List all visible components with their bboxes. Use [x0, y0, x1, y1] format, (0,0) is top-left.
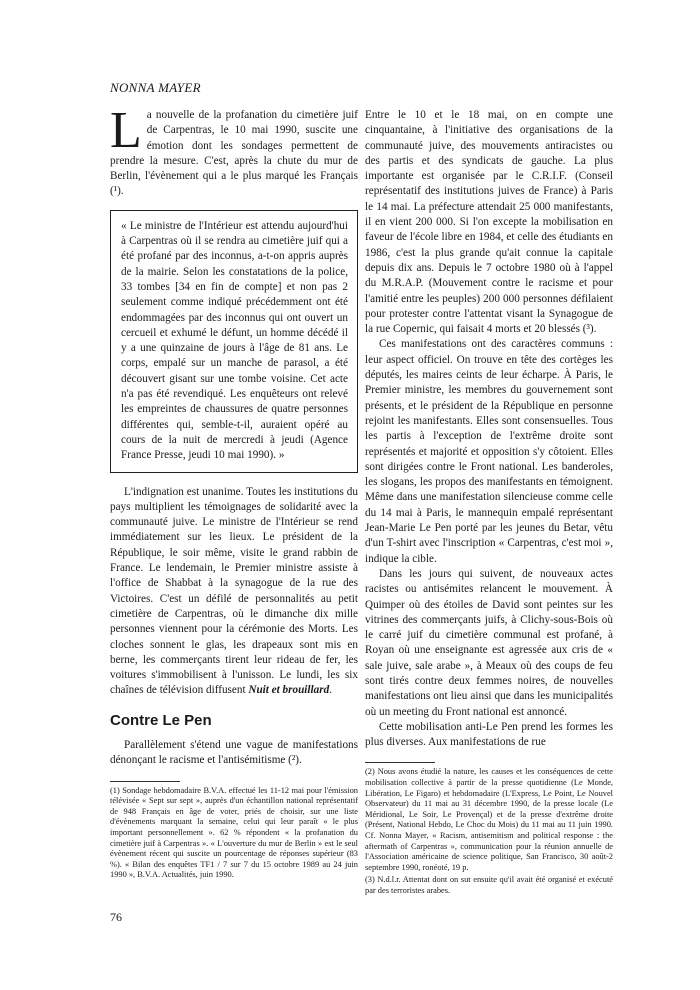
footnotes-right: [365, 767, 613, 896]
body-paragraph: Ces manifestations ont des caractères communs : leur aspect officiel. On trouve en tête des cortèges les députés, les maires ceints de leur écharpe. À Paris, le Premier ministre, les membres du gouvernement sont présents, et le président de la République en personne rejoint les manifestants. Elles sont consensuelles. Tous les partis à l'exception de l'extrême droite sont représentés et majorité et opposition s'y côtoient. Elles sont dirigées contre le Front national. Les banderoles, les slogans, les propos des manifestants en témoignent. Même dans une manifestation silencieuse comme celle du 14 mai à Paris, le mannequin empalé représentant Jean-Marie Le Pen porté par les jeunes du Betar, vêtu d'un T-shirt avec l'inscription « Carpentras, c'est moi », indique la cible.: [365, 338, 613, 565]
body-paragraph: Entre le 10 et le 18 mai, on en compte une cinquantaine, à l'initiative des organisations de la communauté juive, des mouvements antiracistes ou des partis et des syndicats de gauche. La plus importante est organisée par le C.R.I.F. (Conseil représentatif des institutions juives de France) à Paris le 14 mai. La préfecture attendait 25 000 manifestants, il en vient 200 000. Si l'on excepte la mobilisation en faveur de l'école libre en 1984, et celle des étudiants en 1986, c'est la plus grande qu'ait connue la capitale depuis dix ans. Depuis le 7 octobre 1980 où à l'appel du M.R.A.P. (Mouvement contre le racisme et pour l'amitié entre les peuples) 200 000 personnes défilaient pour protester contre l'attentat visant la Synagogue de la rue Copernic, qui faisait 4 morts et 20 blessés (³).: [365, 109, 613, 336]
drop-cap: L: [110, 102, 142, 159]
body-paragraph: Parallèlement s'étend une vague de manifestations dénonçant le racisme et l'antisémitisme (²).: [110, 738, 358, 767]
quote-text: « Le ministre de l'Intérieur est attendu aujourd'hui à Carpentras où il se rendra au cimetière juif qui a été profané par des inconnus, a-t-on appris auprès de la mairie. Selon les constatations de la police, 33 tombes [34 en fin de compte] et non pas 2 seulement comme indiqué précédemment ont été endommagées par des inconnus qui ont ouvert un cercueil et exhumé le défunt, un homme décédé il y a une quinzaine de jours à l'âge de 81 ans. Le corps, empalé sur un manche de parasol, a été découvert gisant sur une tombe voisine. Cet acte n'a pas été revendiqué. Les enquêteurs ont relevé les empreintes de chaussures de quatre personnes différentes qui, semble-t-il, auraient opéré au cours de la nuit de mercredi à jeudi (Agence France Presse, jeudi 10 mai 1990). »: [121, 219, 348, 462]
section-heading: Contre Le Pen: [110, 711, 212, 729]
footnote-3: (3) N.d.l.r. Attentat dont on sut ensuite qu'il avait été organisé et exécuté par des terroristes arabes.: [365, 875, 613, 895]
page-number: 76: [110, 910, 122, 924]
footnote-1: (1) Sondage hebdomadaire B.V.A. effectué les 11-12 mai pour l'émission télévisée « Sept sur sept », auprès d'un échantillon national représentatif de 948 Français en âge de voter, priés de choisir, sur une liste d'évènements marquant la semaine, celui qui leur paraît « le plus important personnellement ». 62 % répondent « la profanation du cimetière juif à Carpentras ». « L'ouverture du mur de Berlin » est le seul évènement récent qui suscite un pourcentage de réponses supérieur (83 %). « Bilan des enquêtes TF1 / 7 sur 7 du 15 octobre 1989 au 24 juin 1990 », B.V.A. Actualités, juin 1990.: [110, 785, 358, 880]
body-paragraph: L'indignation est unanime. Toutes les institutions du pays multiplient les témoignages de solidarité avec la communauté juive. Le ministre de l'Intérieur se rend immédiatement sur les lieux. Le président de la République, le soir même, visite le grand rabbin de France. Le lendemain, le Premier ministre assiste à l'office de Shabbat à la synagogue de la rue des Victoires. C'est un défilé de personnalités au petit cimetière de Carpentras, où le dimanche dix mille personnes viennent pour la cérémonie des Morts. Les cloches sonnent le glas, les drapeaux sont mis en berne, les commerçants tirent leur rideau de fer, les voitures s'immobilisent à l'unisson. Le lundi, les six chaînes de télévision diffusent Nuit et brouillard.: [110, 485, 358, 697]
intro-paragraph: La nouvelle de la profanation du cimetière juif de Carpentras, le 10 mai 1990, suscite une émotion dont les sondages permettent de prendre la mesure. C'est, après la chute du mur de Berlin, l'évènement qui a le plus marqué les Français (¹).: [110, 102, 358, 198]
quote-box: [110, 210, 358, 473]
running-head-author: NONNA MAYER: [110, 80, 201, 95]
footnote-divider: [110, 781, 180, 782]
footnotes-left: [110, 786, 358, 881]
footnote-divider: [365, 762, 435, 763]
left-column: [110, 102, 358, 883]
body-paragraph: Cette mobilisation anti-Le Pen prend les formes les plus diverses. Aux manifestations de rue: [365, 720, 613, 749]
footnote-2: (2) Nous avons étudié la nature, les causes et les conséquences de cette mobilisation collective à partir de la presse quotidienne (Le Monde, Libération, Le Figaro) et hebdomadaire (L'Express, Le Point, Le Nouvel Observateur) du 11 mai au 31 décembre 1990, de la presse locale (Le Méridional, Le Soir, Le Provençal) et de la presse d'extrême droite (Présent, National Hebdo, Le Choc du Mois) du 11 mai au 11 juin 1990. Cf. Nonna Mayer, « Racism, antisemitism and political response : the aftermath of Carpentras », communication pour la réunion annuelle de l'Association américaine de science politique, San Francisco, 30 août-2 septembre 1990, ronéoté, 19 p.: [365, 767, 613, 872]
right-column: [365, 108, 613, 899]
film-title: Nuit et brouillard: [248, 684, 330, 697]
body-paragraph: Dans les jours qui suivent, de nouveaux actes racistes ou antisémites relancent le mouvement. À Quimper où des étoiles de David sont peintes sur les vitrines des commerçants juifs, à Clichy-sous-Bois où le carré juif du cimetière communal est profané, à Royan où une enseignante est agressée aux cris de « sale juive, sale arabe », à Meaux où des coups de feu sont tirés contre deux femmes noires, de nouvelles manifestations ont lieu ainsi que dans les municipalités où un meeting du Front national est annoncé.: [365, 567, 613, 718]
